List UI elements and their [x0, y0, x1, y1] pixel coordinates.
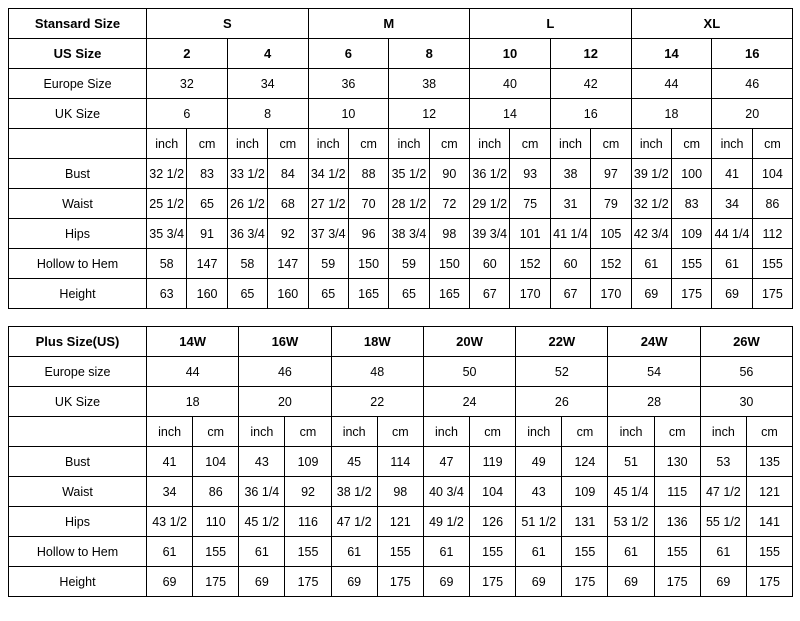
measurement-value: 31: [550, 189, 590, 219]
size-header-cell: 10: [308, 99, 389, 129]
measurement-value: 104: [193, 447, 239, 477]
measurement-value: 34: [712, 189, 752, 219]
size-chart-header-row: [9, 357, 793, 387]
measurement-value: 53: [700, 447, 746, 477]
measurement-value: 124: [562, 447, 608, 477]
measurement-value: 152: [510, 249, 550, 279]
measurement-value: 147: [268, 249, 308, 279]
size-header-cell: 20: [239, 387, 331, 417]
measurement-value: 37 3/4: [308, 219, 348, 249]
measurement-value: 155: [746, 537, 792, 567]
size-header-cell: 40: [470, 69, 551, 99]
size-header-cell: 54: [608, 357, 700, 387]
measurement-value: 83: [671, 189, 711, 219]
measurement-value: 45 1/2: [239, 507, 285, 537]
measurement-label: Bust: [9, 447, 147, 477]
measurement-value: 160: [187, 279, 227, 309]
measurement-label: Height: [9, 279, 147, 309]
measurement-value: 51 1/2: [516, 507, 562, 537]
measurement-value: 69: [631, 279, 671, 309]
size-header-cell: 56: [700, 357, 792, 387]
measurement-value: 101: [510, 219, 550, 249]
unit-cell: inch: [308, 129, 348, 159]
unit-row-blank: [9, 417, 147, 447]
measurement-value: 69: [147, 567, 193, 597]
measurement-value: 41: [147, 447, 193, 477]
row-header-label: UK Size: [9, 387, 147, 417]
measurement-label: Waist: [9, 477, 147, 507]
measurement-value: 63: [147, 279, 187, 309]
size-header-cell: 46: [712, 69, 793, 99]
unit-cell: inch: [147, 417, 193, 447]
measurement-value: 155: [470, 537, 516, 567]
size-header-cell: S: [147, 9, 309, 39]
size-header-cell: 24: [423, 387, 515, 417]
size-header-cell: M: [308, 9, 470, 39]
measurement-value: 83: [187, 159, 227, 189]
measurement-row: [9, 219, 793, 249]
unit-cell: cm: [562, 417, 608, 447]
measurement-value: 175: [285, 567, 331, 597]
measurement-value: 92: [285, 477, 331, 507]
size-header-cell: 12: [550, 39, 631, 69]
measurement-value: 131: [562, 507, 608, 537]
measurement-value: 38 3/4: [389, 219, 429, 249]
measurement-value: 98: [429, 219, 469, 249]
measurement-value: 114: [377, 447, 423, 477]
measurement-value: 42 3/4: [631, 219, 671, 249]
measurement-value: 97: [591, 159, 631, 189]
size-header-cell: 24W: [608, 327, 700, 357]
measurement-value: 130: [654, 447, 700, 477]
measurement-value: 155: [752, 249, 792, 279]
measurement-value: 61: [516, 537, 562, 567]
measurement-value: 60: [550, 249, 590, 279]
measurement-value: 90: [429, 159, 469, 189]
measurement-value: 175: [654, 567, 700, 597]
measurement-value: 175: [193, 567, 239, 597]
unit-cell: inch: [147, 129, 187, 159]
unit-row: [9, 417, 793, 447]
unit-cell: inch: [331, 417, 377, 447]
measurement-value: 41: [712, 159, 752, 189]
size-header-cell: 16: [550, 99, 631, 129]
row-header-label: Europe size: [9, 357, 147, 387]
measurement-value: 67: [470, 279, 510, 309]
measurement-value: 69: [712, 279, 752, 309]
measurement-value: 135: [746, 447, 792, 477]
measurement-value: 49: [516, 447, 562, 477]
unit-cell: inch: [227, 129, 267, 159]
unit-cell: inch: [423, 417, 469, 447]
measurement-value: 61: [239, 537, 285, 567]
measurement-value: 175: [671, 279, 711, 309]
measurement-value: 104: [470, 477, 516, 507]
measurement-value: 109: [562, 477, 608, 507]
measurement-row: [9, 537, 793, 567]
measurement-value: 47: [423, 447, 469, 477]
measurement-value: 86: [193, 477, 239, 507]
measurement-value: 45: [331, 447, 377, 477]
unit-cell: cm: [654, 417, 700, 447]
size-header-cell: 10: [470, 39, 551, 69]
measurement-label: Height: [9, 567, 147, 597]
size-header-cell: 2: [147, 39, 228, 69]
measurement-value: 36 3/4: [227, 219, 267, 249]
unit-cell: cm: [746, 417, 792, 447]
measurement-row: [9, 189, 793, 219]
size-header-cell: 6: [308, 39, 389, 69]
measurement-value: 175: [746, 567, 792, 597]
measurement-value: 121: [377, 507, 423, 537]
measurement-value: 43 1/2: [147, 507, 193, 537]
measurement-label: Hollow to Hem: [9, 537, 147, 567]
measurement-value: 33 1/2: [227, 159, 267, 189]
measurement-value: 47 1/2: [331, 507, 377, 537]
measurement-value: 155: [285, 537, 331, 567]
measurement-value: 65: [187, 189, 227, 219]
row-header-label: Plus Size(US): [9, 327, 147, 357]
measurement-value: 175: [377, 567, 423, 597]
measurement-value: 43: [516, 477, 562, 507]
measurement-value: 53 1/2: [608, 507, 654, 537]
size-header-cell: 14W: [147, 327, 239, 357]
measurement-value: 41 1/4: [550, 219, 590, 249]
measurement-value: 36 1/4: [239, 477, 285, 507]
measurement-value: 165: [348, 279, 388, 309]
measurement-label: Waist: [9, 189, 147, 219]
measurement-value: 155: [193, 537, 239, 567]
measurement-value: 58: [147, 249, 187, 279]
size-header-cell: 6: [147, 99, 228, 129]
measurement-value: 69: [423, 567, 469, 597]
measurement-value: 72: [429, 189, 469, 219]
size-chart-header-row: [9, 39, 793, 69]
measurement-value: 150: [429, 249, 469, 279]
measurement-value: 65: [389, 279, 429, 309]
size-header-cell: 12: [389, 99, 470, 129]
measurement-value: 28 1/2: [389, 189, 429, 219]
measurement-value: 61: [631, 249, 671, 279]
size-header-cell: XL: [631, 9, 793, 39]
measurement-value: 59: [308, 249, 348, 279]
measurement-value: 34: [147, 477, 193, 507]
measurement-row: [9, 447, 793, 477]
measurement-label: Hips: [9, 219, 147, 249]
measurement-row: [9, 567, 793, 597]
unit-cell: inch: [239, 417, 285, 447]
measurement-value: 93: [510, 159, 550, 189]
unit-cell: cm: [671, 129, 711, 159]
measurement-value: 69: [239, 567, 285, 597]
measurement-value: 67: [550, 279, 590, 309]
measurement-value: 170: [510, 279, 550, 309]
size-chart-header-row: [9, 69, 793, 99]
measurement-value: 100: [671, 159, 711, 189]
size-header-cell: 42: [550, 69, 631, 99]
measurement-value: 60: [470, 249, 510, 279]
measurement-value: 155: [671, 249, 711, 279]
measurement-value: 61: [147, 537, 193, 567]
measurement-value: 105: [591, 219, 631, 249]
unit-cell: cm: [348, 129, 388, 159]
measurement-value: 109: [671, 219, 711, 249]
measurement-value: 69: [700, 567, 746, 597]
measurement-value: 116: [285, 507, 331, 537]
size-header-cell: 46: [239, 357, 331, 387]
size-header-cell: L: [470, 9, 632, 39]
measurement-value: 49 1/2: [423, 507, 469, 537]
size-chart-header-row: [9, 99, 793, 129]
measurement-value: 126: [470, 507, 516, 537]
measurement-value: 32 1/2: [147, 159, 187, 189]
measurement-value: 75: [510, 189, 550, 219]
size-header-cell: 22W: [516, 327, 608, 357]
measurement-value: 175: [752, 279, 792, 309]
unit-cell: cm: [470, 417, 516, 447]
unit-cell: inch: [631, 129, 671, 159]
size-header-cell: 52: [516, 357, 608, 387]
measurement-value: 155: [562, 537, 608, 567]
unit-cell: cm: [591, 129, 631, 159]
size-header-cell: 38: [389, 69, 470, 99]
size-header-cell: 16W: [239, 327, 331, 357]
measurement-value: 32 1/2: [631, 189, 671, 219]
size-header-cell: 44: [147, 357, 239, 387]
measurement-value: 35 1/2: [389, 159, 429, 189]
measurement-label: Hollow to Hem: [9, 249, 147, 279]
unit-cell: inch: [516, 417, 562, 447]
size-header-cell: 44: [631, 69, 712, 99]
unit-cell: cm: [268, 129, 308, 159]
unit-cell: inch: [712, 129, 752, 159]
size-header-cell: 18: [147, 387, 239, 417]
unit-cell: inch: [470, 129, 510, 159]
measurement-value: 47 1/2: [700, 477, 746, 507]
size-header-cell: 20W: [423, 327, 515, 357]
measurement-value: 109: [285, 447, 331, 477]
measurement-value: 61: [700, 537, 746, 567]
measurement-value: 34 1/2: [308, 159, 348, 189]
row-header-label: Europe Size: [9, 69, 147, 99]
measurement-value: 96: [348, 219, 388, 249]
measurement-value: 121: [746, 477, 792, 507]
measurement-value: 150: [348, 249, 388, 279]
size-header-cell: 8: [389, 39, 470, 69]
measurement-value: 25 1/2: [147, 189, 187, 219]
measurement-value: 61: [331, 537, 377, 567]
measurement-row: [9, 477, 793, 507]
measurement-value: 91: [187, 219, 227, 249]
measurement-value: 43: [239, 447, 285, 477]
measurement-value: 69: [331, 567, 377, 597]
unit-cell: cm: [752, 129, 792, 159]
measurement-value: 65: [308, 279, 348, 309]
measurement-value: 61: [712, 249, 752, 279]
unit-cell: inch: [550, 129, 590, 159]
measurement-value: 70: [348, 189, 388, 219]
size-chart-header-row: [9, 9, 793, 39]
measurement-row: [9, 249, 793, 279]
row-header-label: Stansard Size: [9, 9, 147, 39]
size-header-cell: 4: [227, 39, 308, 69]
size-header-cell: 20: [712, 99, 793, 129]
measurement-value: 68: [268, 189, 308, 219]
measurement-value: 58: [227, 249, 267, 279]
unit-cell: cm: [285, 417, 331, 447]
row-header-label: UK Size: [9, 99, 147, 129]
unit-cell: inch: [608, 417, 654, 447]
measurement-value: 65: [227, 279, 267, 309]
row-header-label: US Size: [9, 39, 147, 69]
unit-row-blank: [9, 129, 147, 159]
measurement-value: 88: [348, 159, 388, 189]
measurement-value: 38: [550, 159, 590, 189]
measurement-value: 69: [516, 567, 562, 597]
measurement-value: 115: [654, 477, 700, 507]
measurement-value: 84: [268, 159, 308, 189]
measurement-value: 112: [752, 219, 792, 249]
size-header-cell: 30: [700, 387, 792, 417]
measurement-value: 104: [752, 159, 792, 189]
measurement-value: 29 1/2: [470, 189, 510, 219]
measurement-value: 110: [193, 507, 239, 537]
measurement-value: 147: [187, 249, 227, 279]
measurement-value: 86: [752, 189, 792, 219]
size-header-cell: 8: [227, 99, 308, 129]
unit-cell: inch: [700, 417, 746, 447]
size-header-cell: 26: [516, 387, 608, 417]
size-header-cell: 34: [227, 69, 308, 99]
measurement-value: 45 1/4: [608, 477, 654, 507]
measurement-value: 160: [268, 279, 308, 309]
measurement-value: 61: [423, 537, 469, 567]
size-header-cell: 36: [308, 69, 389, 99]
size-header-cell: 28: [608, 387, 700, 417]
measurement-value: 141: [746, 507, 792, 537]
size-header-cell: 26W: [700, 327, 792, 357]
size-header-cell: 48: [331, 357, 423, 387]
measurement-value: 51: [608, 447, 654, 477]
measurement-value: 136: [654, 507, 700, 537]
measurement-row: [9, 507, 793, 537]
unit-cell: inch: [389, 129, 429, 159]
measurement-row: [9, 159, 793, 189]
size-header-cell: 18: [631, 99, 712, 129]
size-header-cell: 18W: [331, 327, 423, 357]
measurement-value: 175: [470, 567, 516, 597]
measurement-value: 39 3/4: [470, 219, 510, 249]
unit-cell: cm: [187, 129, 227, 159]
measurement-value: 175: [562, 567, 608, 597]
measurement-value: 35 3/4: [147, 219, 187, 249]
size-header-cell: 22: [331, 387, 423, 417]
unit-cell: cm: [429, 129, 469, 159]
plus-size-chart: [8, 326, 793, 597]
measurement-value: 39 1/2: [631, 159, 671, 189]
measurement-value: 69: [608, 567, 654, 597]
size-header-cell: 16: [712, 39, 793, 69]
size-chart-header-row: [9, 387, 793, 417]
unit-cell: cm: [377, 417, 423, 447]
measurement-value: 155: [377, 537, 423, 567]
measurement-value: 36 1/2: [470, 159, 510, 189]
measurement-value: 119: [470, 447, 516, 477]
unit-cell: cm: [510, 129, 550, 159]
measurement-value: 155: [654, 537, 700, 567]
measurement-row: [9, 279, 793, 309]
measurement-value: 59: [389, 249, 429, 279]
measurement-value: 55 1/2: [700, 507, 746, 537]
measurement-value: 92: [268, 219, 308, 249]
measurement-value: 40 3/4: [423, 477, 469, 507]
measurement-value: 98: [377, 477, 423, 507]
measurement-value: 26 1/2: [227, 189, 267, 219]
measurement-label: Bust: [9, 159, 147, 189]
unit-row: [9, 129, 793, 159]
size-chart-header-row: [9, 327, 793, 357]
measurement-value: 38 1/2: [331, 477, 377, 507]
measurement-value: 61: [608, 537, 654, 567]
measurement-value: 165: [429, 279, 469, 309]
standard-size-chart: [8, 8, 793, 309]
unit-cell: cm: [193, 417, 239, 447]
measurement-value: 27 1/2: [308, 189, 348, 219]
measurement-value: 170: [591, 279, 631, 309]
size-header-cell: 32: [147, 69, 228, 99]
size-header-cell: 50: [423, 357, 515, 387]
size-header-cell: 14: [631, 39, 712, 69]
measurement-value: 79: [591, 189, 631, 219]
measurement-label: Hips: [9, 507, 147, 537]
measurement-value: 44 1/4: [712, 219, 752, 249]
size-header-cell: 14: [470, 99, 551, 129]
measurement-value: 152: [591, 249, 631, 279]
